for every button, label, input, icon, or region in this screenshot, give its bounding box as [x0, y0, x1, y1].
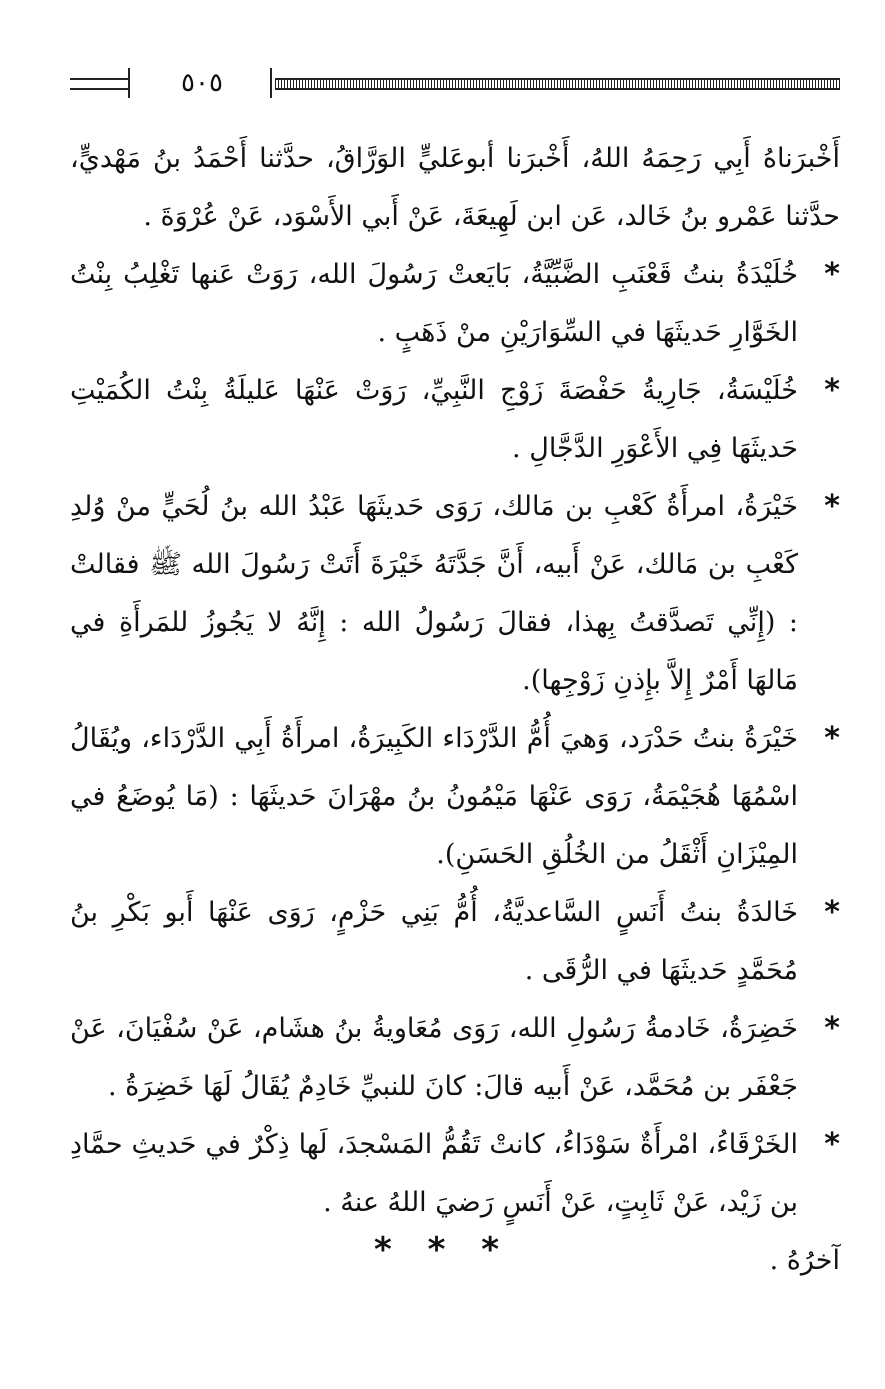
entry-text: خُلَيْسَةُ، جَارِيةُ حَفْصَةَ زَوْجِ النَّبِيِّ، رَوَتْ عَنْهَا عَليلَةُ بِنْتُ الكُمَيْتِ حَديثَهَا فِي الأَعْوَرِ الدَّجَّالِ .	[70, 375, 798, 464]
header-divider-left	[128, 68, 130, 98]
entry-khalida	[70, 884, 840, 1000]
header-divider-right	[270, 68, 272, 98]
entry-marker: *	[824, 257, 840, 292]
page-number: ٥٠٥	[181, 68, 223, 98]
entry-text: خَيْرَةُ بنتُ حَدْرَد، وَهيَ أُمُّ الدَّرْدَاء الكَبِيرَةُ، امرأَةُ أَبِي الدَّرْدَاء، ويُقَالُ اسْمُهَا هُجَيْمَةُ، رَوَى عَنْهَا مَيْمُونُ بنُ مهْرَانَ حَديثَهَا : (مَا يُوضَعُ في المِيْزَانِ أَثْقَلُ من الخُلُقِ الحَسَنِ).	[70, 723, 798, 870]
page-body	[70, 130, 840, 1290]
entry-khayra-hadrad	[70, 710, 840, 884]
entry-kharqa	[70, 1116, 840, 1232]
entry-marker: *	[824, 1011, 840, 1046]
entry-text: الخَرْقَاءُ، امْرأَةٌ سَوْدَاءُ، كانتْ تَقُمُّ المَسْجدَ، لَها ذِكْرٌ في حَديثِ حمَّادِ بن زَيْد، عَنْ ثَابِتٍ، عَنْ أَنَسٍ رَضيَ اللهُ عنهُ .	[70, 1129, 798, 1218]
header-rule-right	[275, 78, 840, 90]
entry-marker: *	[824, 721, 840, 756]
entry-khayra-kab	[70, 478, 840, 710]
page-header	[70, 66, 840, 100]
header-rule-left	[70, 78, 128, 90]
entry-marker: *	[824, 895, 840, 930]
entry-khadira	[70, 1000, 840, 1116]
entry-marker: *	[824, 373, 840, 408]
entry-text: خُلَيْدَةُ بنتُ قَعْنَبِ الضَّبِّيَّةُ، بَايَعتْ رَسُولَ الله، رَوَتْ عَنها تَغْلِبُ بِنْتُ الخَوَّارِ حَديثَهَا في السِّوَارَيْنِ منْ ذَهَبٍ .	[70, 259, 798, 348]
closing-ornament: * * *	[373, 1230, 511, 1270]
entry-marker: *	[824, 489, 840, 524]
entry-marker: *	[824, 1127, 840, 1162]
entry-khulayda	[70, 246, 840, 362]
end-word: آخرُهُ .	[769, 1245, 840, 1276]
entry-text: خَضِرَةُ، خَادمةُ رَسُولِ الله، رَوَى مُعَاويةُ بنُ هشَام، عَنْ سُفْيَانَ، عَنْ جَعْفَر بن مُحَمَّد، عَنْ أَبيه قالَ: كانَ للنبيِّ خَادِمٌ يُقَالُ لَهَا خَضِرَةُ .	[70, 1013, 798, 1102]
entry-text: خَالدَةُ بنتُ أَنَسٍ السَّاعديَّةُ، أُمُّ بَنِي حَزْمٍ، رَوَى عَنْهَا أَبو بَكْرِ بنُ مُحَمَّدٍ حَديثَهَا في الرُّقَى .	[70, 897, 798, 986]
intro-paragraph: أَخْبرَناهُ أَبِي رَحِمَهُ اللهُ، أَخْبرَنا أبوعَليٍّ الوَرَّاقُ، حدَّثنا أَحْمَدُ بنُ مَهْديٍّ، حدَّثنا عَمْرو بنُ خَالد، عَن ابن لَهِيعَةَ، عَنْ أَبي الأَسْوَد، عَنْ عُرْوَةَ .	[70, 143, 840, 232]
entry-khulaysa	[70, 362, 840, 478]
entry-text: خَيْرَةُ، امرأَةُ كَعْبِ بن مَالك، رَوَى حَديثَهَا عَبْدُ الله بنُ لُحَيٍّ منْ وُلدِ كَعْبِ بن مَالك، عَنْ أَبيه، أَنَّ جَدَّتَهُ خَيْرَةَ أَتَتْ رَسُولَ الله ﷺ فقالتْ : (إِنِّي تَصدَّقتُ بِهذا، فقالَ رَسُولُ الله : إِنَّهُ لا يَجُوزُ للمَرأَةِ في مَالهَا أَمْرٌ إِلاَّ بإِذنِ زَوْجِها).	[70, 491, 798, 696]
